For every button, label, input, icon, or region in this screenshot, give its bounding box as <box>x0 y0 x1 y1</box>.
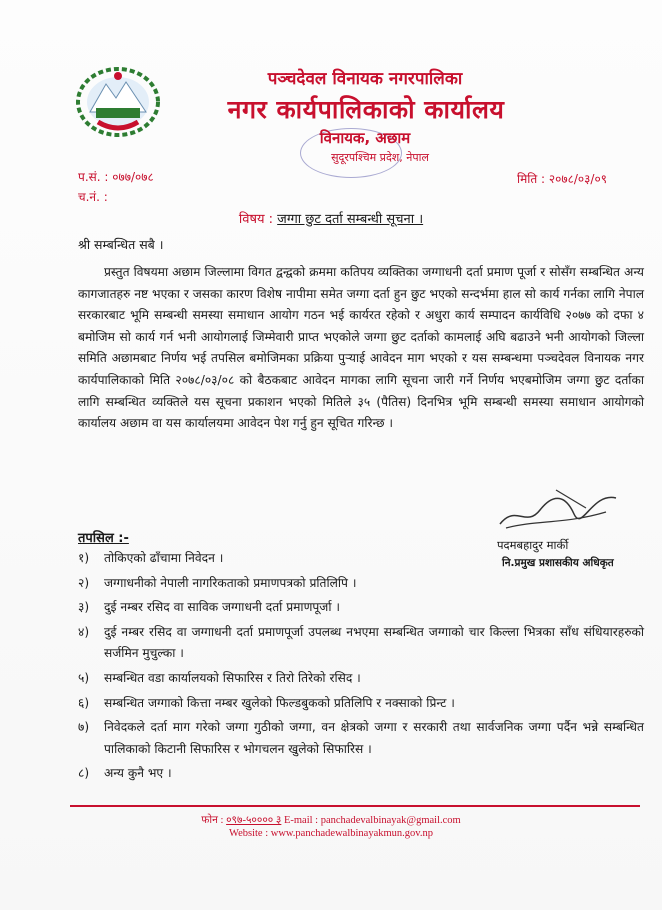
date-label: मिति : <box>517 172 546 186</box>
date-value: २०७८/०३/०९ <box>548 172 607 186</box>
list-text: सम्बन्धित वडा कार्यालयको सिफारिस र तिरो तिरेको रसिद । <box>104 670 361 685</box>
list-text: जग्गाधनीको नेपाली नागरिकताको प्रमाणपत्रको प्रतिलिपि । <box>104 575 357 590</box>
list-text: सम्बन्धित जग्गाको कित्ता नम्बर खुलेको फिल्डबुकको प्रतिलिपि र नक्साको प्रिन्ट । <box>104 695 455 710</box>
list-item <box>78 693 644 715</box>
list-item <box>78 717 644 760</box>
footer-contact <box>0 813 662 827</box>
list-number: ६) <box>78 695 90 710</box>
list-text: निवेदकले दर्ता माग गरेको जग्गा गुठीको जग्गा, वन क्षेत्रको जग्गा र सरकारी तथा सार्वजनिक जग्गा पर्दैन भन्ने सम्बन्धित पालिकाको किटानी सिफारिस र भोगचलन खुलेको सिफारिस । <box>104 720 644 756</box>
signatory-title: नि.प्रमुख प्रशासकीय अधिकृत <box>502 557 614 569</box>
footer-website: Website : www.panchadewalbinayakmun.gov.np <box>229 828 433 839</box>
office-name: नगर कार्यपालिकाको कार्यालय <box>227 95 505 124</box>
list-item <box>78 668 644 690</box>
office-location: विनायक, अछाम <box>319 129 411 147</box>
municipality-name: पञ्चदेवल विनायक नगरपालिका <box>267 69 463 89</box>
list-text: तोकिएको ढाँचामा निवेदन । <box>104 551 224 565</box>
salutation: श्री सम्बन्धित सबै । <box>78 237 164 252</box>
list-number: २) <box>78 575 90 590</box>
nepal-emblem-icon <box>74 64 162 138</box>
list-item <box>78 597 644 619</box>
list-item <box>78 573 644 595</box>
reference-number <box>78 168 154 185</box>
list-item <box>78 548 644 570</box>
list-item <box>78 763 644 785</box>
ref-label: प.सं. : <box>78 170 109 184</box>
body-paragraph: प्रस्तुत विषयमा अछाम जिल्लामा विगत द्वन्द्वको क्रममा कतिपय व्यक्तिका जग्गाधनी दर्ता प्रमाण पूर्जा र सोसँग सम्बन्धित अन्य कागजातहरु नष्ट भएका र जसका कारण विशेष नापीमा समेत जग्गा दर्ता हुन छुट भएको सन्दर्भमा हाल सो कार्य गर्नका लागि नेपाल सरकारबाट भूमि सम्बन्धी समस्या समाधान आयोग गठन भई कार्यरत रहेको र अधुरा कार्य सम्पादन कार्यविधि २०७७ को दफा ४ बमोजिम सो कार्य गर्न भनी आयोगलाई जिम्मेवारी प्राप्त भएकोले जग्गा छुट दर्ताको कामलाई अघि बढाउने भनी आयोगको जिल्ला समिति अछामबाट निर्णय भई तपसिल बमोजिमका प्रक्रिया पुऱ्याई आवेदन माग भएको र यस सम्बन्धमा पञ्चदेवल विनायक नगर कार्यपालिकाको मिति २०७८/०३/०८ को बैठकबाट आवेदन मागका लागि सूचना जारी गर्ने निर्णय भएबमोजिम जग्गा छुट दर्ताका लागि सम्बन्धित व्यक्तिले यस सूचना प्रकाशन भएको मितिले ३५ (पैतिस) दिनभित्र भूमि सम्बन्धी समस्या समाधान आयोगको कार्यालय अछाम वा यस कार्यालयमा आवेदन पेश गर्नु हुन सूचित गरिन्छ । <box>78 265 644 431</box>
list-number: ३) <box>78 600 90 615</box>
signature-image <box>496 484 622 534</box>
cha-label: च.नं. : <box>78 190 108 204</box>
list-number: ८) <box>78 766 90 781</box>
ref-value: ०७७/०७८ <box>112 170 154 184</box>
annex-title: तपसिल :- <box>78 531 129 546</box>
phone-label: फोन : <box>201 815 224 826</box>
list-number: ५) <box>78 670 90 685</box>
phone-value: ०९७-५०००० ३ <box>226 815 282 826</box>
subject-line <box>0 209 662 227</box>
subject-text: जग्गा छुट दर्ता सम्बन्धी सूचना । <box>277 212 424 227</box>
letter-date <box>517 170 607 187</box>
dispatch-number <box>78 188 108 205</box>
signatory-name: पदमबहादुर मार्की <box>497 538 569 552</box>
list-number: ७) <box>78 720 90 735</box>
subject-label: विषय : <box>238 212 274 227</box>
province-name: सुदूरपश्चिम प्रदेश, नेपाल <box>331 151 429 164</box>
list-number: १) <box>78 551 90 565</box>
list-number: ४) <box>78 624 90 639</box>
list-item <box>78 622 644 665</box>
annex-list <box>78 548 644 785</box>
list-text: दुई नम्बर रसिद वा साविक जग्गाधनी दर्ता प्रमाणपूर्जा । <box>104 600 340 615</box>
email-text: E-mail : panchadevalbinayak@gmail.com <box>283 815 461 826</box>
footer-divider <box>70 805 640 807</box>
list-text: दुई नम्बर रसिद वा जग्गाधनी दर्ता प्रमाणपूर्जा उपलब्ध नभएमा सम्बन्धित जग्गाको चार किल्ला भित्रका साँध संधियारहरुको सर्जमिन मुचुल्का । <box>104 624 644 661</box>
list-text: अन्य कुनै भए । <box>104 766 172 781</box>
